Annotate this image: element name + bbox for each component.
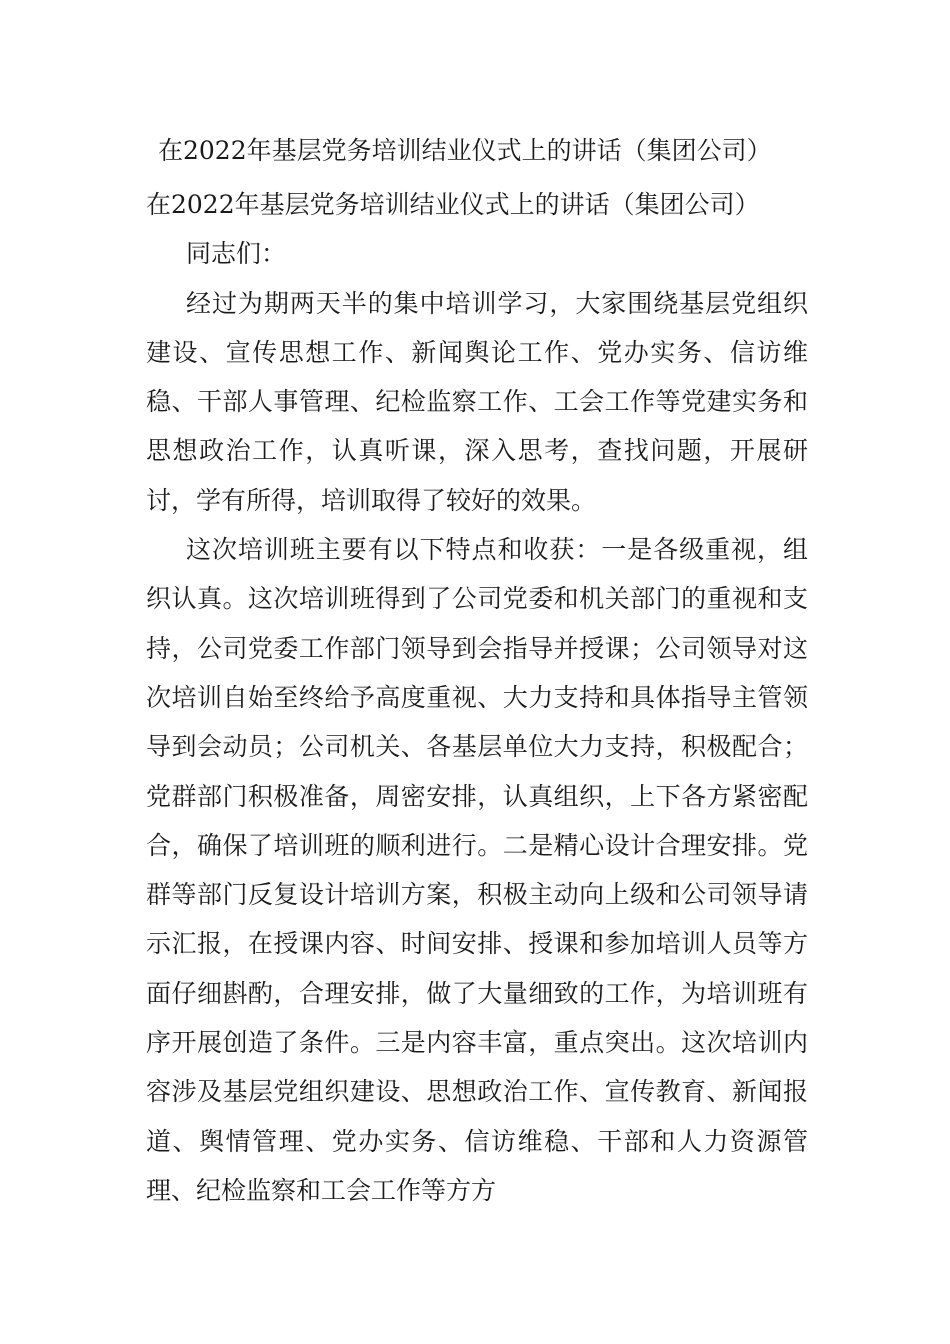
paragraph-2: 这次培训班主要有以下特点和收获：一是各级重视，组织认真。这次培训班得到了公司党委和机关部门的重视和支持，公司党委工作部门领导到会指导并授课；公司领导对这次培训自始至终给予高度重视、大力支持和具体指导主管领导到会动员；公司机关、各基层单位大力支持，积极配合；党群部门积极准备，周密安排，认真组织，上下各方紧密配合，确保了培训班的顺利进行。二是精心设计合理安排。党群等部门反复设计培训方案，积极主动向上级和公司领导请示汇报，在授课内容、时间安排、授课和参加培训人员等方面仔细斟酌，合理安排，做了大量细致的工作，为培训班有序开展创造了条件。三是内容丰富，重点突出。这次培训内容涉及基层党组织建设、思想政治工作、宣传教育、新闻报道、舆情管理、党办实务、信访维稳、干部和人力资源管理、纪检监察和工会工作等方方	[146, 535, 808, 1205]
greeting: 同志们：	[186, 239, 287, 269]
document-title: 在2022年基层党务培训结业仪式上的讲话（集团公司）	[158, 136, 772, 165]
document-subtitle: 在2022年基层党务培训结业仪式上的讲话（集团公司）	[146, 190, 760, 219]
document-body	[146, 180, 808, 1215]
paragraph-1: 经过为期两天半的集中培训学习，大家围绕基层党组织建设、宣传思想工作、新闻舆论工作、党办实务、信访维稳、干部人事管理、纪检监察工作、工会工作等党建实务和思想政治工作，认真听课，深入思考，查找问题，开展研讨，学有所得，培训取得了较好的效果。	[146, 288, 808, 515]
